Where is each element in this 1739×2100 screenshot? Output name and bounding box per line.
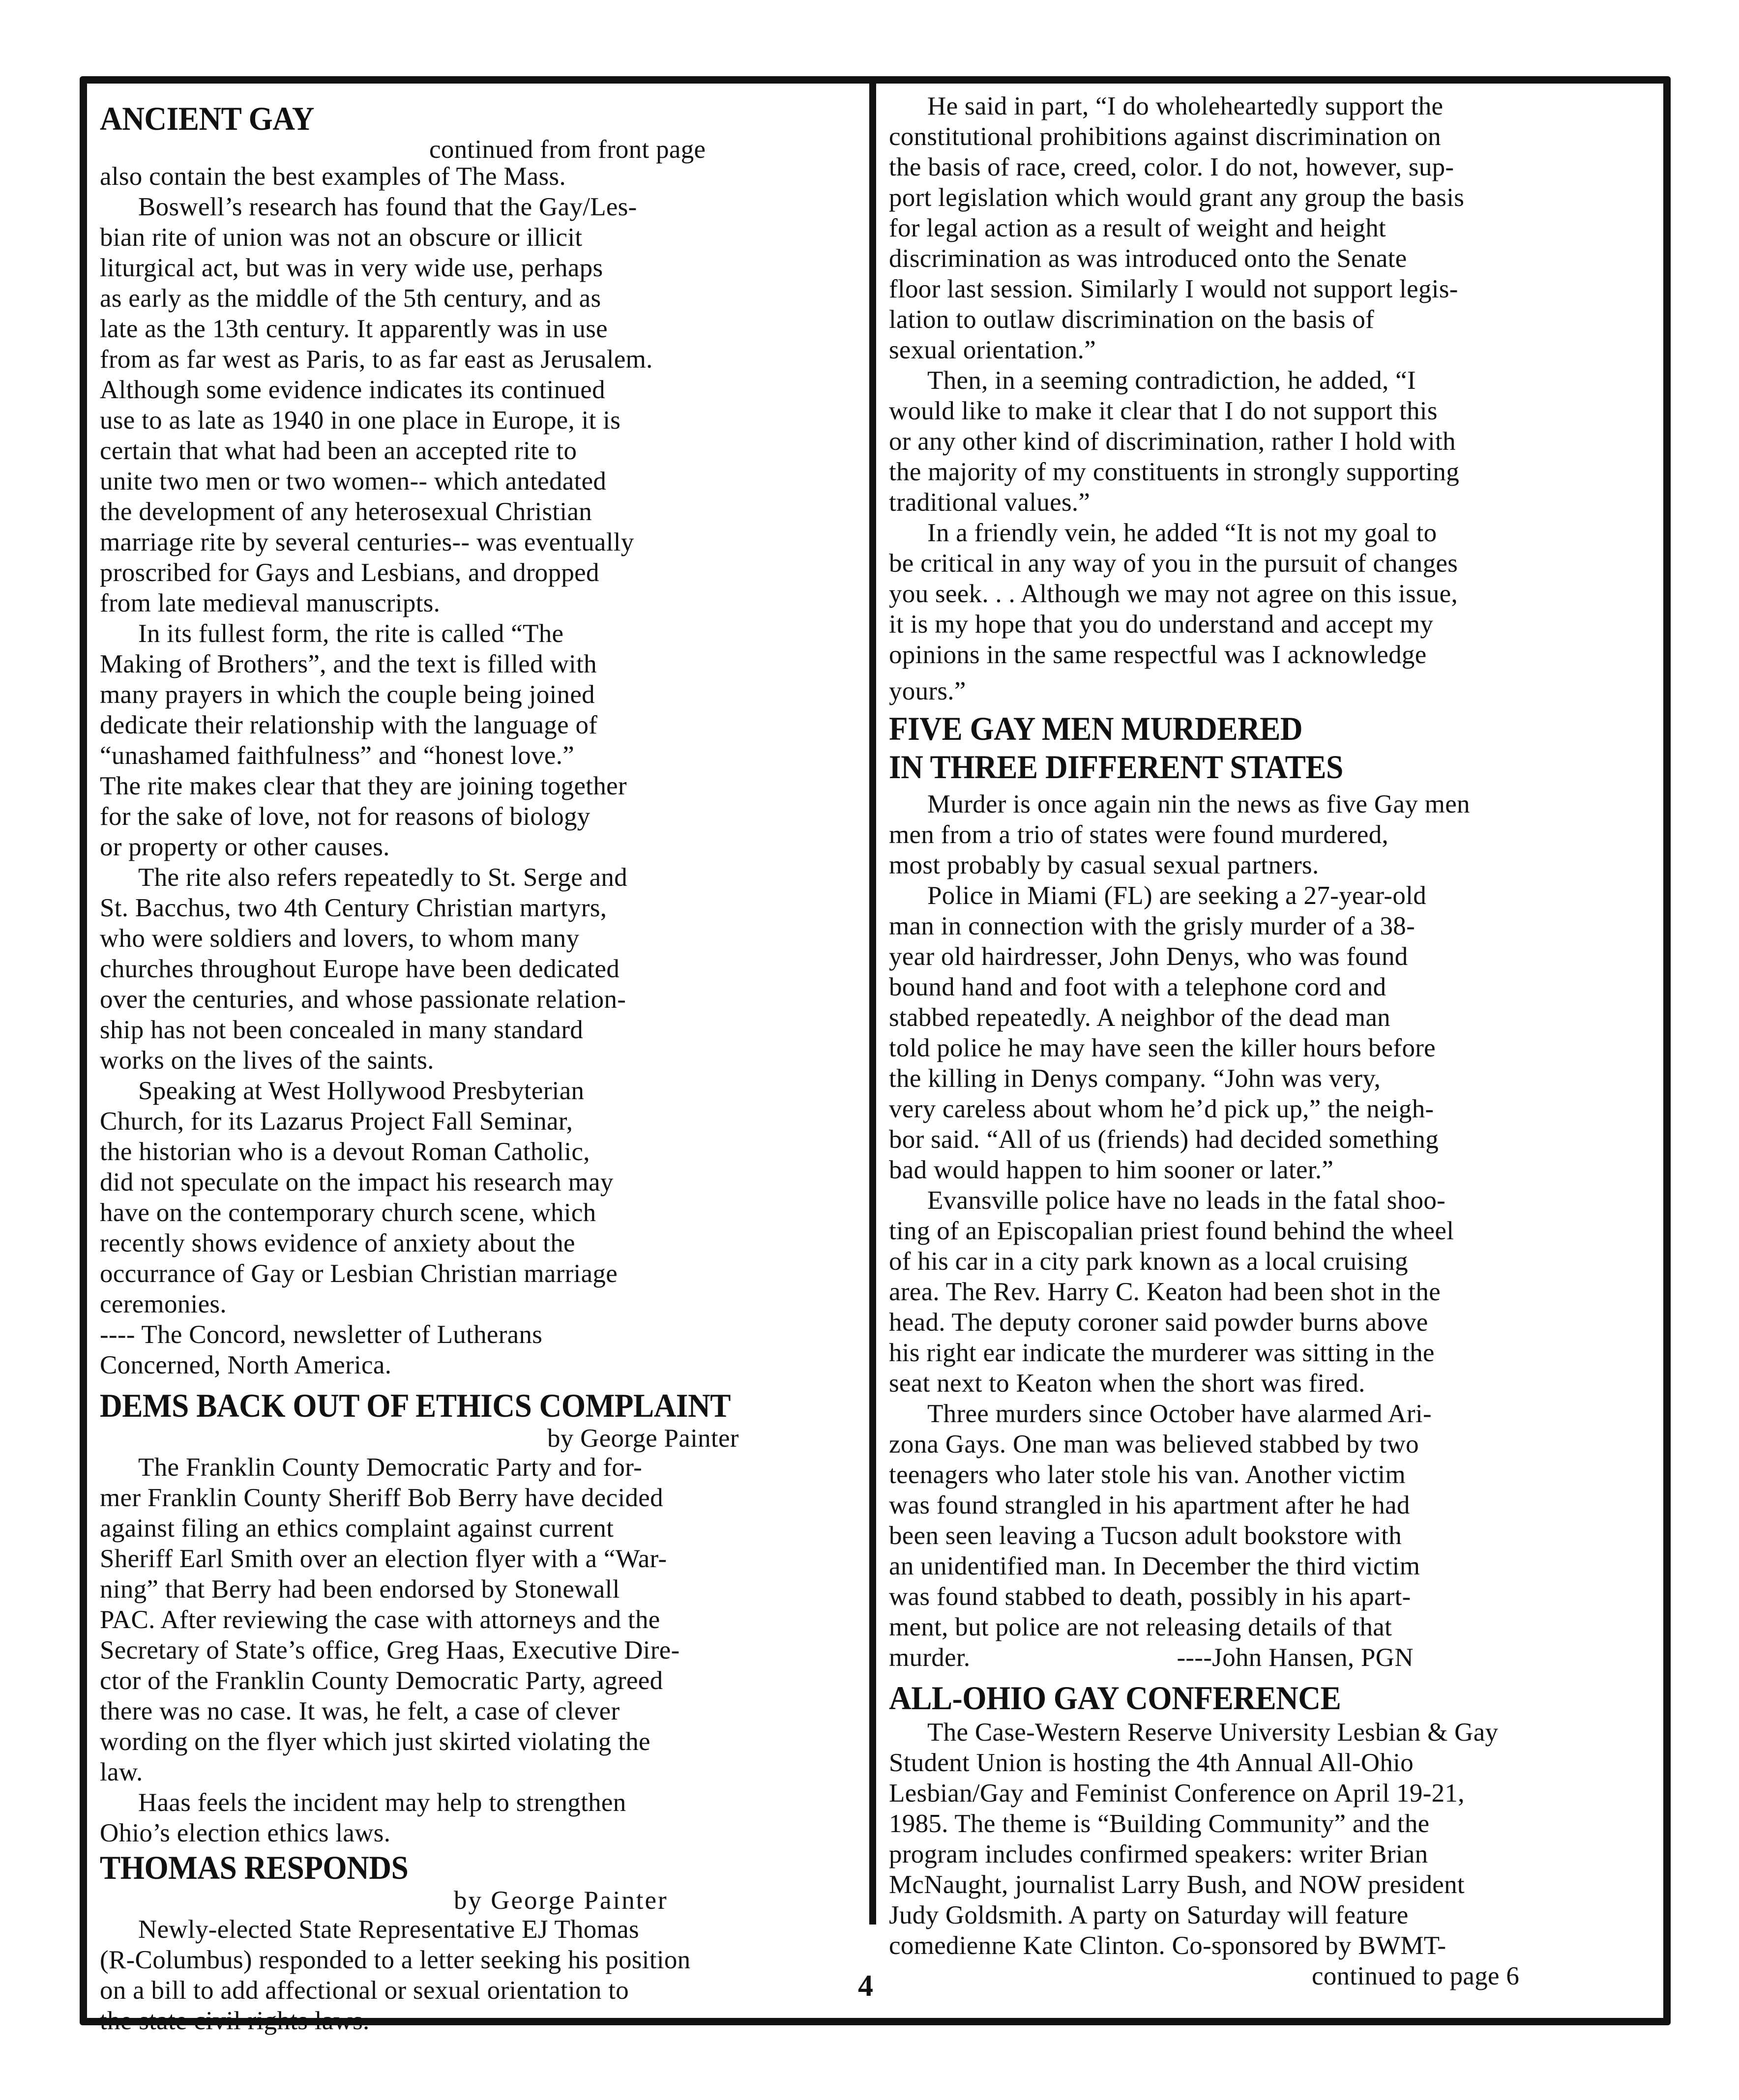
article-heading-line1: FIVE GAY MEN MURDERED xyxy=(889,710,1303,747)
text-line: the majority of my constituents in strongly supporting xyxy=(889,458,1460,486)
article-heading: THOMAS RESPONDS xyxy=(100,1849,409,1886)
text-line: very careless about whom he’d pick up,” the neigh- xyxy=(889,1095,1434,1123)
text-line: dedicate their relationship with the language of xyxy=(100,711,598,739)
text-line: murder. xyxy=(889,1643,971,1672)
text-line: or any other kind of discrimination, rather I hold with xyxy=(889,427,1456,456)
text-line: told police he may have seen the killer hours before xyxy=(889,1034,1436,1062)
text-line: on a bill to add affectional or sexual orientation to xyxy=(100,1976,629,2005)
text-line: bor said. “All of us (friends) had decided something xyxy=(889,1125,1439,1154)
text-line: unite two men or two women-- which antedated xyxy=(100,467,607,496)
text-line: ceremonies. xyxy=(100,1290,227,1318)
text-line: area. The Rev. Harry C. Keaton had been shot in the xyxy=(889,1278,1441,1306)
article-body xyxy=(100,161,867,1380)
text-line: Police in Miami (FL) are seeking a 27-year-old xyxy=(927,881,1427,910)
article-ancient-gay xyxy=(100,99,867,1380)
text-line: for legal action as a result of weight and height xyxy=(889,214,1386,242)
text-line: did not speculate on the impact his research may xyxy=(100,1168,614,1196)
text-line: Evansville police have no leads in the fatal shoo- xyxy=(927,1186,1446,1215)
article-heading-line2: IN THREE DIFFERENT STATES xyxy=(889,748,1343,786)
text-line: also contain the best examples of The Mass. xyxy=(100,162,566,191)
text-line: ning” that Berry had been endorsed by Stonewall xyxy=(100,1575,620,1604)
text-line: Speaking at West Hollywood Presbyterian xyxy=(138,1077,585,1105)
text-line: there was no case. It was, he felt, a case of clever xyxy=(100,1697,620,1725)
text-line: of his car in a city park known as a local cruising xyxy=(889,1247,1408,1276)
text-line: the killing in Denys company. “John was very, xyxy=(889,1064,1381,1093)
text-line: ship has not been concealed in many standard xyxy=(100,1016,584,1044)
source-attribution: ----John Hansen, PGN xyxy=(1177,1643,1414,1672)
text-line: the basis of race, creed, color. I do not, however, sup- xyxy=(889,153,1454,181)
text-line: The Franklin County Democratic Party and for- xyxy=(138,1453,643,1482)
text-line: Student Union is hosting the 4th Annual All-Ohio xyxy=(889,1749,1414,1777)
text-line: head. The deputy coroner said powder burns above xyxy=(889,1308,1428,1337)
text-line: St. Bacchus, two 4th Century Christian martyrs, xyxy=(100,894,607,922)
text-line: bad would happen to him sooner or later.” xyxy=(889,1156,1334,1184)
article-body xyxy=(100,1452,867,1848)
article-body xyxy=(889,1717,1656,1991)
text-line: the development of any heterosexual Christian xyxy=(100,497,592,526)
text-line: many prayers in which the couple being joined xyxy=(100,680,595,709)
text-line: Murder is once again nin the news as five Gay men xyxy=(927,790,1470,818)
text-line: Haas feels the incident may help to strengthen xyxy=(138,1788,626,1817)
text-line: Judy Goldsmith. A party on Saturday will feature xyxy=(889,1901,1409,1929)
text-line: occurrance of Gay or Lesbian Christian marriage xyxy=(100,1259,618,1288)
text-line: works on the lives of the saints. xyxy=(100,1046,434,1075)
text-line: it is my hope that you do understand and accept my xyxy=(889,610,1434,639)
text-line: be critical in any way of you in the pursuit of changes xyxy=(889,549,1458,578)
text-line: recently shows evidence of anxiety about the xyxy=(100,1229,575,1257)
left-column xyxy=(100,99,867,2036)
text-line: traditional values.” xyxy=(889,488,1091,517)
text-line: man in connection with the grisly murder of a 38- xyxy=(889,912,1415,940)
text-line: opinions in the same respectful was I acknowledge xyxy=(889,641,1427,669)
text-line: Secretary of State’s office, Greg Haas, Executive Dire- xyxy=(100,1636,680,1664)
text-line: wording on the flyer which just skirted violating the xyxy=(100,1727,650,1756)
article-body xyxy=(100,1914,867,2036)
text-line: have on the contemporary church scene, which xyxy=(100,1198,596,1227)
text-line: Church, for its Lazarus Project Fall Seminar, xyxy=(100,1107,573,1136)
text-line: law. xyxy=(100,1758,143,1786)
page-number: 4 xyxy=(858,1969,873,2003)
text-line: PAC. After reviewing the case with attorneys and the xyxy=(100,1605,660,1634)
text-line: liturgical act, but was in very wide use, perhaps xyxy=(100,254,603,282)
text-line: from as far west as Paris, to as far east as Jerusalem. xyxy=(100,345,653,374)
text-line: as early as the middle of the 5th century, and as xyxy=(100,284,601,313)
text-line: teenagers who later stole his van. Another victim xyxy=(889,1460,1406,1489)
text-line: ment, but police are not releasing details of that xyxy=(889,1613,1392,1641)
text-line: In its fullest form, the rite is called “The xyxy=(138,619,564,648)
text-line: program includes confirmed speakers: writer Brian xyxy=(889,1840,1428,1868)
text-line: The rite makes clear that they are joining together xyxy=(100,772,627,800)
text-line: port legislation which would grant any group the basis xyxy=(889,183,1465,212)
text-line: been seen leaving a Tucson adult bookstore with xyxy=(889,1521,1402,1550)
text-line: In a friendly vein, he added “It is not my goal to xyxy=(927,519,1437,547)
text-line: mer Franklin County Sheriff Bob Berry have decided xyxy=(100,1484,663,1512)
text-line: marriage rite by several centuries-- was eventually xyxy=(100,528,634,556)
text-line: Three murders since October have alarmed Ari- xyxy=(927,1400,1432,1428)
text-line: use to as late as 1940 in one place in Europe, it is xyxy=(100,406,621,435)
text-line: Making of Brothers”, and the text is filled with xyxy=(100,650,597,678)
text-line: Although some evidence indicates its continued xyxy=(100,376,605,404)
text-line: discrimination as was introduced onto the Senate xyxy=(889,244,1407,273)
text-line: year old hairdresser, John Denys, who was found xyxy=(889,942,1408,971)
text-line: Boswell’s research has found that the Gay/Les- xyxy=(138,193,637,221)
text-line: “unashamed faithfulness” and “honest love.” xyxy=(100,741,575,770)
text-line: (R-Columbus) responded to a letter seeking his position xyxy=(100,1946,691,1974)
continued-from-note: continued from front page xyxy=(429,135,706,164)
text-line: Then, in a seeming contradiction, he added, “I xyxy=(927,366,1416,395)
text-line: bian rite of union was not an obscure or illicit xyxy=(100,223,583,252)
text-line: Newly-elected State Representative EJ Thomas xyxy=(138,1915,639,1944)
text-line: against filing an ethics complaint against current xyxy=(100,1514,614,1543)
text-line: an unidentified man. In December the third victim xyxy=(889,1552,1420,1580)
text-line: who were soldiers and lovers, to whom many xyxy=(100,924,580,953)
article-heading: DEMS BACK OUT OF ETHICS COMPLAINT xyxy=(100,1387,731,1424)
text-line: men from a trio of states were found murdered, xyxy=(889,820,1389,849)
article-body xyxy=(889,789,1656,1673)
source-attribution: Concerned, North America. xyxy=(100,1351,392,1379)
text-line: churches throughout Europe have been dedicated xyxy=(100,955,620,983)
text-line: ting of an Episcopalian priest found behind the wheel xyxy=(889,1217,1454,1245)
text-line: the historian who is a devout Roman Catholic, xyxy=(100,1138,590,1166)
source-attribution: ---- The Concord, newsletter of Lutherans xyxy=(100,1320,543,1349)
text-line: most probably by casual sexual partners. xyxy=(889,851,1319,879)
text-line: The rite also refers repeatedly to St. Serge and xyxy=(138,863,628,892)
text-line: certain that what had been an accepted rite to xyxy=(100,437,577,465)
text-line: Sheriff Earl Smith over an election flyer with a “War- xyxy=(100,1545,667,1573)
article-all-ohio-gay-conference xyxy=(889,1679,1656,1991)
text-line-final xyxy=(889,1642,1656,1673)
text-line: or property or other causes. xyxy=(100,833,390,861)
text-line: Ohio’s election ethics laws. xyxy=(100,1819,391,1847)
text-line: would like to make it clear that I do not support this xyxy=(889,397,1438,425)
byline: by George Painter xyxy=(454,1886,668,1915)
text-line: The Case-Western Reserve University Lesbian & Gay xyxy=(927,1718,1499,1747)
text-line: floor last session. Similarly I would not support legis- xyxy=(889,275,1458,303)
text-line: was found strangled in his apartment after he had xyxy=(889,1491,1410,1519)
text-line: over the centuries, and whose passionate relation- xyxy=(100,985,626,1014)
text-line: lation to outlaw discrimination on the basis of xyxy=(889,305,1375,334)
article-thomas-responds xyxy=(100,1848,867,2036)
text-line: his right ear indicate the murderer was sitting in the xyxy=(889,1339,1435,1367)
text-line: sexual orientation.” xyxy=(889,336,1096,364)
text-line: seat next to Keaton when the short was fired. xyxy=(889,1369,1365,1398)
text-line: you seek. . . Although we may not agree on this issue, xyxy=(889,580,1458,608)
text-line: comedienne Kate Clinton. Co-sponsored by BWMT- xyxy=(889,1931,1446,1960)
byline: by George Painter xyxy=(547,1424,739,1453)
text-line: was found stabbed to death, possibly in his apart- xyxy=(889,1582,1411,1611)
text-line: the state civil rights laws. xyxy=(100,2007,370,2035)
text-line: stabbed repeatedly. A neighbor of the dead man xyxy=(889,1003,1390,1032)
text-line: from late medieval manuscripts. xyxy=(100,589,441,617)
continued-to-note: continued to page 6 xyxy=(1312,1962,1520,1990)
text-line: Lesbian/Gay and Feminist Conference on April 19-21, xyxy=(889,1779,1465,1808)
text-line: late as the 13th century. It apparently was in use xyxy=(100,315,608,343)
article-five-gay-men-murdered xyxy=(889,709,1656,1673)
text-line: ctor of the Franklin County Democratic Party, agreed xyxy=(100,1666,663,1695)
text-line: proscribed for Gays and Lesbians, and dropped xyxy=(100,558,599,587)
text-line: zona Gays. One man was believed stabbed by two xyxy=(889,1430,1419,1458)
article-dems-ethics-complaint xyxy=(100,1386,867,1848)
text-line: He said in part, “I do wholeheartedly support the xyxy=(927,92,1444,120)
text-line: McNaught, journalist Larry Bush, and NOW president xyxy=(889,1870,1465,1899)
article-heading: ANCIENT GAY xyxy=(100,100,314,137)
text-line: yours.” xyxy=(889,677,966,705)
article-heading: ALL-OHIO GAY CONFERENCE xyxy=(889,1679,1341,1717)
column-divider xyxy=(869,79,876,1925)
text-line: bound hand and foot with a telephone cord and xyxy=(889,973,1386,1001)
right-column xyxy=(889,91,1656,1991)
article-thomas-continued xyxy=(889,91,1656,706)
text-line: for the sake of love, not for reasons of biology xyxy=(100,802,590,831)
text-line: 1985. The theme is “Building Community” and the xyxy=(889,1809,1430,1838)
text-line: constitutional prohibitions against discrimination on xyxy=(889,122,1441,151)
